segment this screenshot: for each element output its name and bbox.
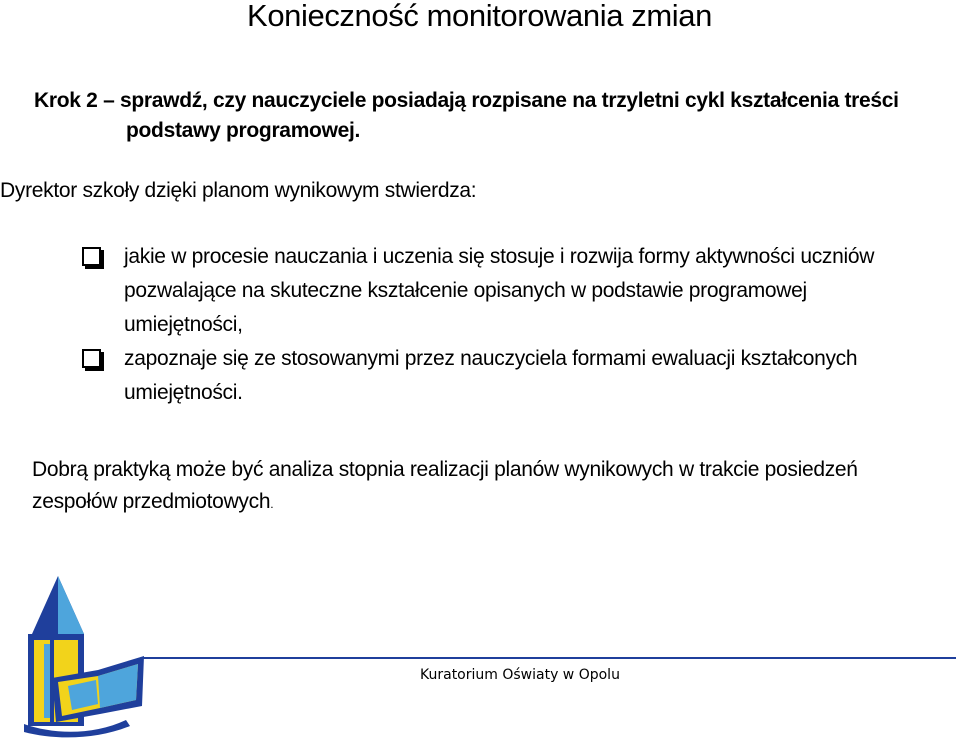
good-practice-period: .: [270, 497, 274, 511]
good-practice-note: [32, 454, 932, 520]
bullet-item: [80, 342, 940, 410]
step-line-1: Krok 2 – sprawdź, czy nauczyciele posiadają rozpisane na trzyletni cykl kształcenia treści: [34, 89, 899, 112]
intro-text: Dyrektor szkoły dzięki planom wynikowym stwierdza:: [0, 179, 477, 202]
slide-title: Konieczność monitorowania zmian: [247, 0, 712, 33]
good-practice-line-2: zespołów przedmiotowych: [32, 490, 271, 513]
footer-text: Kuratorium Oświaty w Opolu: [420, 667, 620, 683]
checkbox-bullet-icon: [82, 247, 101, 266]
kuratorium-logo-icon: [22, 574, 152, 738]
bullet-line: umiejętności.: [124, 381, 243, 404]
footer-rule: [142, 657, 956, 659]
bullet-list: [80, 240, 940, 410]
bullet-line: pozwalające na skuteczne kształcenie opisanych w podstawie programowej: [124, 279, 807, 302]
step-heading: [34, 86, 954, 146]
bullet-line: jakie w procesie nauczania i uczenia się stosuje i rozwija formy aktywności uczniów: [124, 245, 875, 268]
bullet-line: umiejętności,: [124, 313, 243, 336]
bullet-item: [80, 240, 940, 342]
good-practice-line-1: Dobrą praktyką może być analiza stopnia realizacji planów wynikowych w trakcie posiedzeń: [32, 458, 858, 481]
bullet-line: zapoznaje się ze stosowanymi przez nauczyciela formami ewaluacji kształconych: [124, 347, 858, 370]
step-line-2: podstawy programowej.: [126, 119, 361, 142]
checkbox-bullet-icon: [82, 349, 101, 368]
